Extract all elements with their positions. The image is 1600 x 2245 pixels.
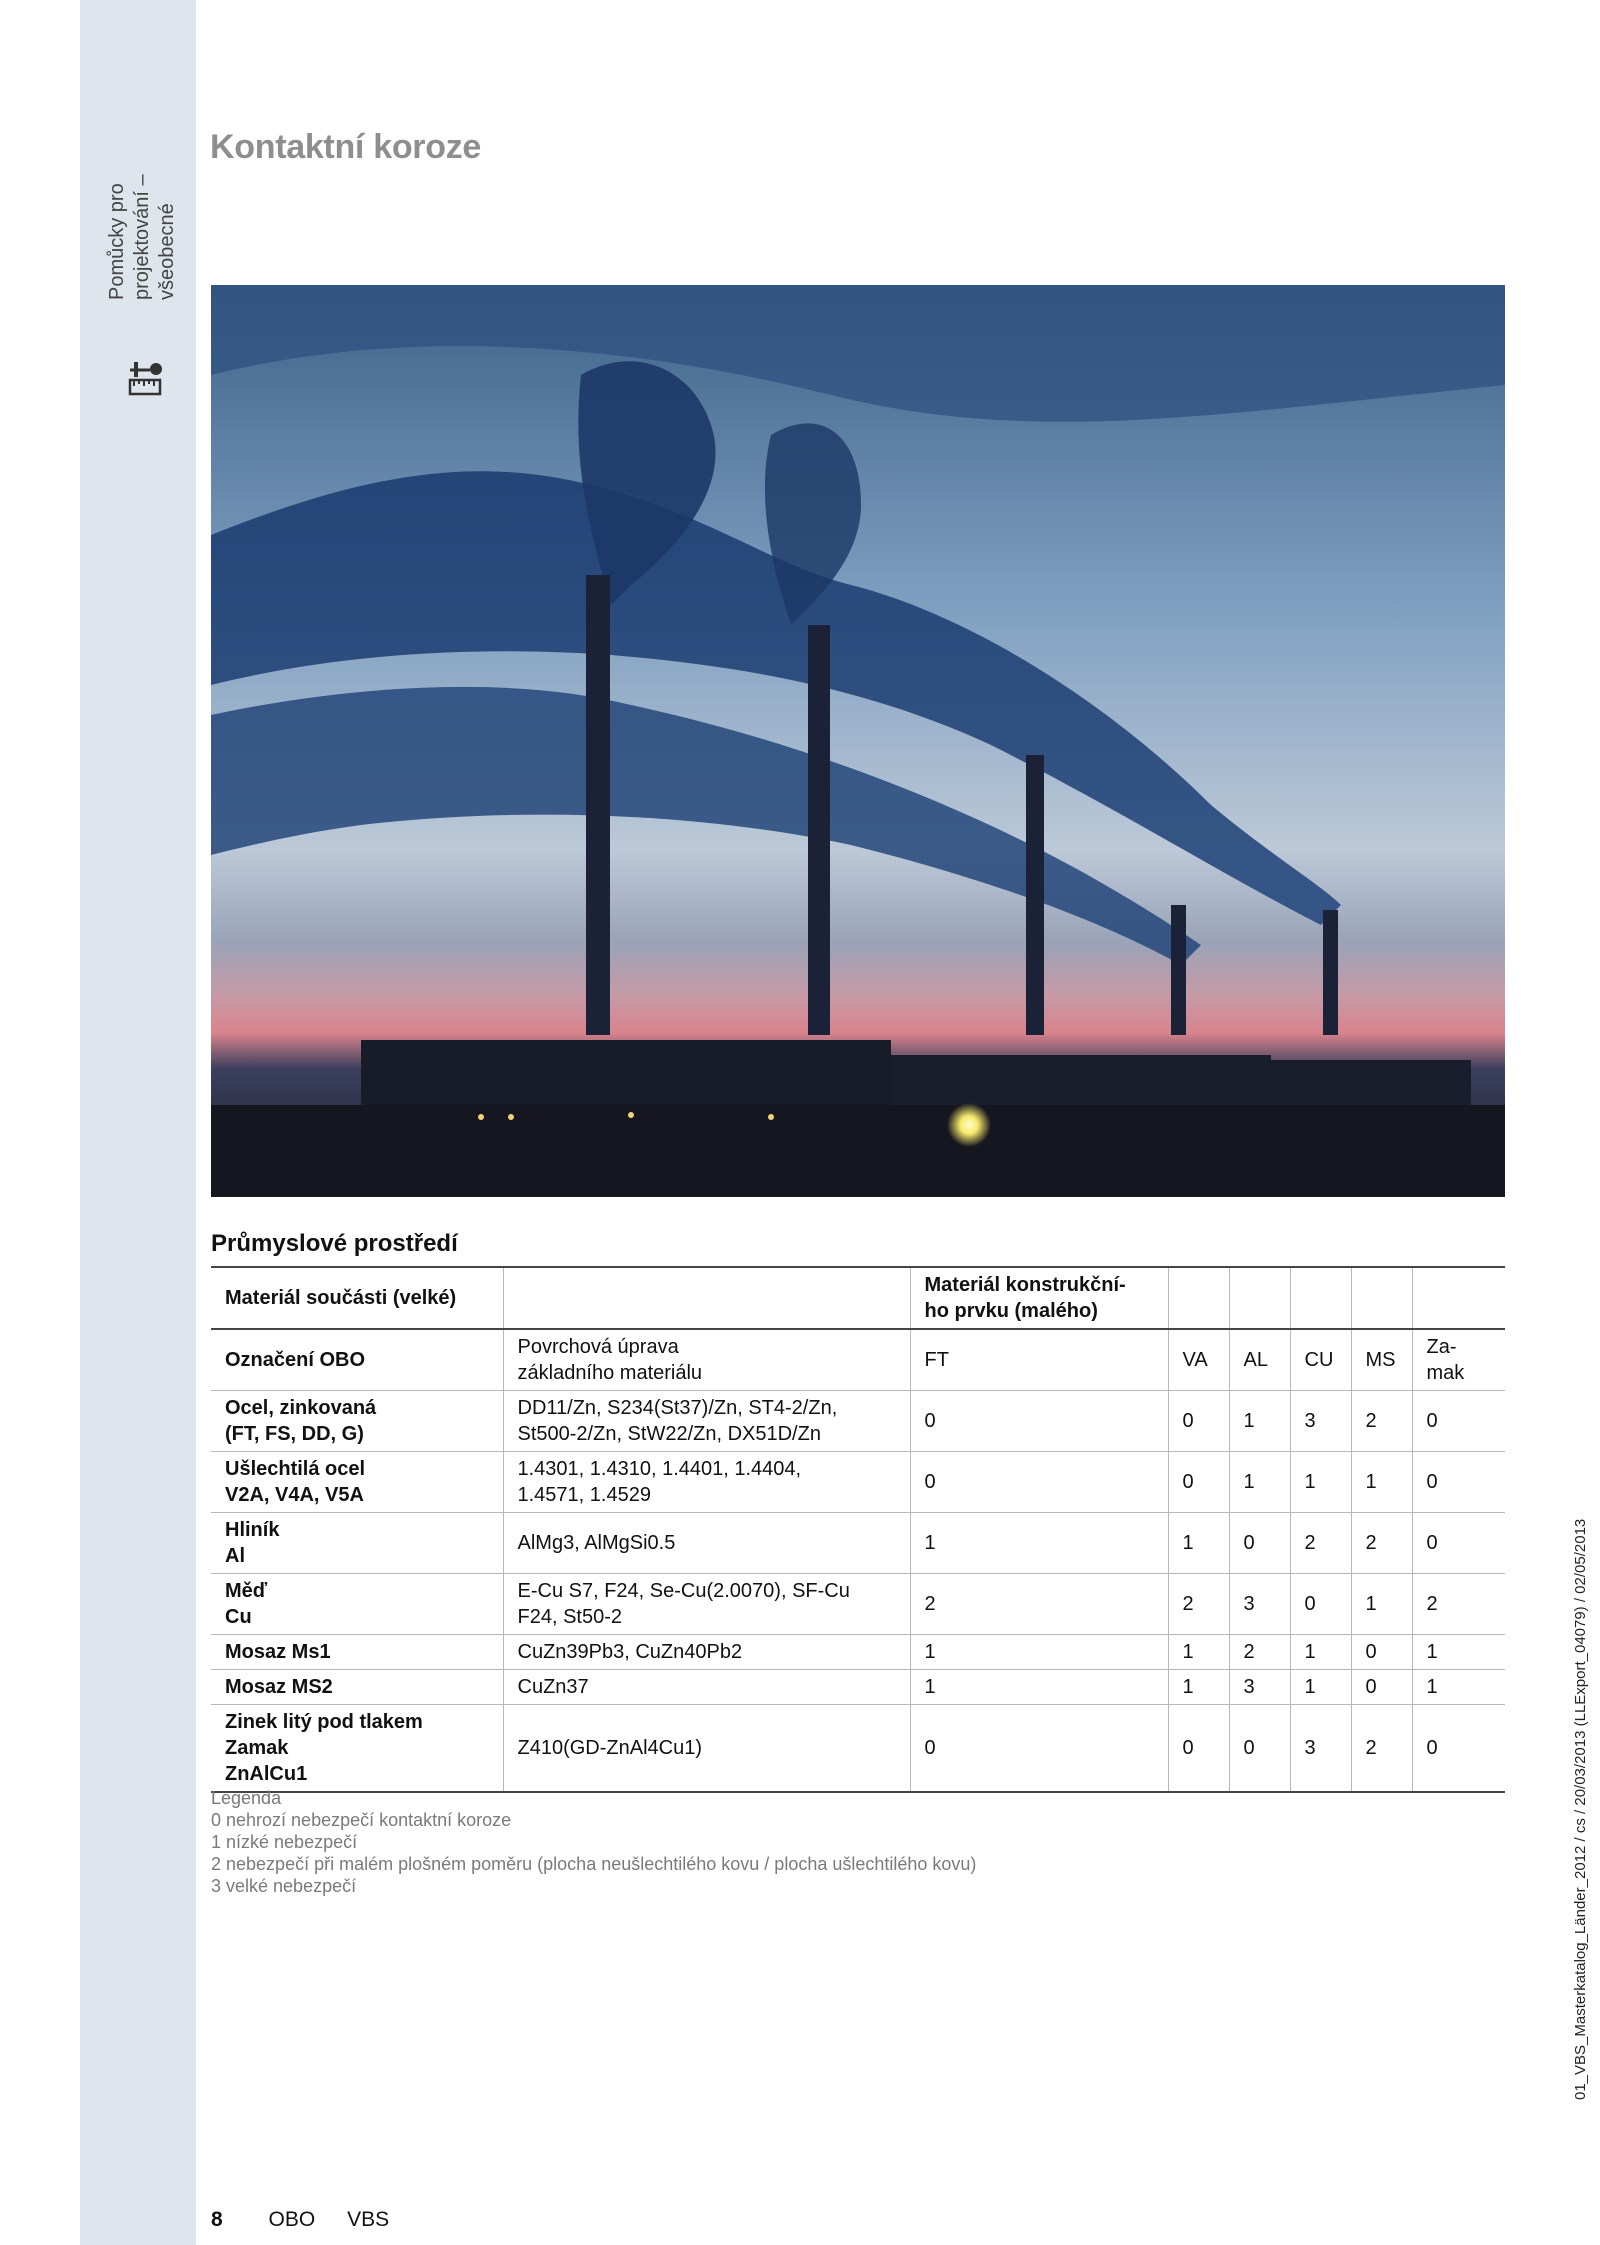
surface-treatment: DD11/Zn, S234(St37)/Zn, ST4-2/Zn, St500-2/Zn, StW22/Zn, DX51D/Zn [503, 1391, 910, 1452]
legend-title: Legenda [211, 1788, 282, 1808]
legend [211, 1787, 976, 1897]
surface-treatment: CuZn37 [503, 1670, 910, 1705]
material-name: Ušlechtilá ocel V2A, V4A, V5A [211, 1452, 503, 1513]
risk-value: 3 [1229, 1670, 1290, 1705]
column-header: FT [910, 1329, 1168, 1391]
surface-treatment: Z410(GD-ZnAl4Cu1) [503, 1705, 910, 1793]
material-name: Mosaz Ms1 [211, 1635, 503, 1670]
risk-value: 2 [1412, 1574, 1505, 1635]
corrosion-table [211, 1266, 1505, 1793]
risk-value: 1 [1412, 1635, 1505, 1670]
risk-value: 0 [1412, 1452, 1505, 1513]
risk-value: 2 [1168, 1574, 1229, 1635]
column-header: Za- mak [1412, 1329, 1505, 1391]
risk-value: 0 [1168, 1391, 1229, 1452]
material-name: Měď Cu [211, 1574, 503, 1635]
legend-item: 2 nebezpečí při malém plošném poměru (plocha neušlechtilého kovu / plocha ušlechtilého kovu) [211, 1854, 977, 1874]
element-header: Materiál konstrukční- ho prvku (malého) [910, 1267, 1168, 1329]
risk-value: 2 [1351, 1513, 1412, 1574]
sidebar [80, 0, 196, 2245]
page-title: Kontaktní koroze [210, 128, 482, 166]
column-header: MS [1351, 1329, 1412, 1391]
risk-value: 0 [1229, 1705, 1290, 1793]
risk-value: 0 [1412, 1705, 1505, 1793]
risk-value: 1 [1229, 1452, 1290, 1513]
risk-value: 0 [910, 1391, 1168, 1452]
risk-value: 0 [1229, 1513, 1290, 1574]
material-name: Zinek litý pod tlakem Zamak ZnAlCu1 [211, 1705, 503, 1793]
risk-value: 1 [910, 1635, 1168, 1670]
risk-value: 2 [910, 1574, 1168, 1635]
surface-header: Povrchová úprava základního materiálu [503, 1329, 910, 1391]
surface-treatment: AlMg3, AlMgSi0.5 [503, 1513, 910, 1574]
table-row [211, 1574, 1505, 1635]
column-header: CU [1290, 1329, 1351, 1391]
table-row [211, 1452, 1505, 1513]
risk-value: 0 [1351, 1635, 1412, 1670]
risk-value: 1 [1351, 1574, 1412, 1635]
risk-value: 0 [1168, 1452, 1229, 1513]
legend-item: 1 nízké nebezpečí [211, 1832, 358, 1852]
risk-value: 1 [1168, 1513, 1229, 1574]
table-row [211, 1513, 1505, 1574]
material-name: Mosaz MS2 [211, 1670, 503, 1705]
designation-header: Označení OBO [211, 1329, 503, 1391]
risk-value: 2 [1351, 1391, 1412, 1452]
risk-value: 2 [1290, 1513, 1351, 1574]
material-name: Hliník Al [211, 1513, 503, 1574]
risk-value: 1 [1168, 1670, 1229, 1705]
risk-value: 1 [1412, 1670, 1505, 1705]
brand-name: OBO [268, 2208, 316, 2231]
risk-value: 1 [1168, 1635, 1229, 1670]
column-header: VA [1168, 1329, 1229, 1391]
industrial-chimneys-photo [211, 285, 1505, 1197]
table-row [211, 1670, 1505, 1705]
risk-value: 3 [1290, 1705, 1351, 1793]
page-footer [211, 2208, 389, 2232]
risk-value: 1 [1351, 1452, 1412, 1513]
risk-value: 0 [910, 1705, 1168, 1793]
legend-item: 0 nehrozí nebezpečí kontaktní koroze [211, 1810, 512, 1830]
table-sub-header [211, 1329, 1505, 1391]
empty-header-cell [1290, 1267, 1351, 1329]
component-header: Materiál součásti (velké) [211, 1267, 503, 1329]
empty-header-cell [1412, 1267, 1505, 1329]
surface-treatment: 1.4301, 1.4310, 1.4401, 1.4404, 1.4571, 1.4529 [503, 1452, 910, 1513]
risk-value: 1 [910, 1670, 1168, 1705]
risk-value: 0 [910, 1452, 1168, 1513]
section-title: Průmyslové prostředí [211, 1230, 458, 1257]
risk-value: 2 [1229, 1635, 1290, 1670]
risk-value: 3 [1290, 1391, 1351, 1452]
tools-icon [128, 358, 164, 398]
risk-value: 0 [1412, 1391, 1505, 1452]
risk-value: 1 [1290, 1635, 1351, 1670]
risk-value: 0 [1351, 1670, 1412, 1705]
risk-value: 1 [1290, 1670, 1351, 1705]
legend-item: 3 velké nebezpečí [211, 1876, 357, 1896]
empty-header-cell [1229, 1267, 1290, 1329]
risk-value: 1 [910, 1513, 1168, 1574]
table-top-header [211, 1267, 1505, 1329]
surface-treatment: CuZn39Pb3, CuZn40Pb2 [503, 1635, 910, 1670]
risk-value: 3 [1229, 1574, 1290, 1635]
surface-treatment: E-Cu S7, F24, Se-Cu(2.0070), SF-Cu F24, St50-2 [503, 1574, 910, 1635]
material-name: Ocel, zinkovaná (FT, FS, DD, G) [211, 1391, 503, 1452]
risk-value: 0 [1290, 1574, 1351, 1635]
table-row [211, 1391, 1505, 1452]
risk-value: 2 [1351, 1705, 1412, 1793]
table-row [211, 1635, 1505, 1670]
risk-value: 1 [1290, 1452, 1351, 1513]
page-number: 8 [211, 2208, 223, 2231]
print-imprint: 01_VBS_Masterkatalog_Länder_2012 / cs / 20/03/2013 (LLExport_04079) / 02/05/2013 [1572, 1518, 1589, 2100]
column-header: AL [1229, 1329, 1290, 1391]
risk-value: 1 [1229, 1391, 1290, 1452]
product-name: VBS [347, 2208, 390, 2231]
risk-value: 0 [1168, 1705, 1229, 1793]
empty-header-cell [503, 1267, 910, 1329]
empty-header-cell [1168, 1267, 1229, 1329]
risk-value: 0 [1412, 1513, 1505, 1574]
table-row [211, 1705, 1505, 1793]
empty-header-cell [1351, 1267, 1412, 1329]
sidebar-section-title: Pomůcky pro projektování – všeobecné [106, 174, 178, 300]
